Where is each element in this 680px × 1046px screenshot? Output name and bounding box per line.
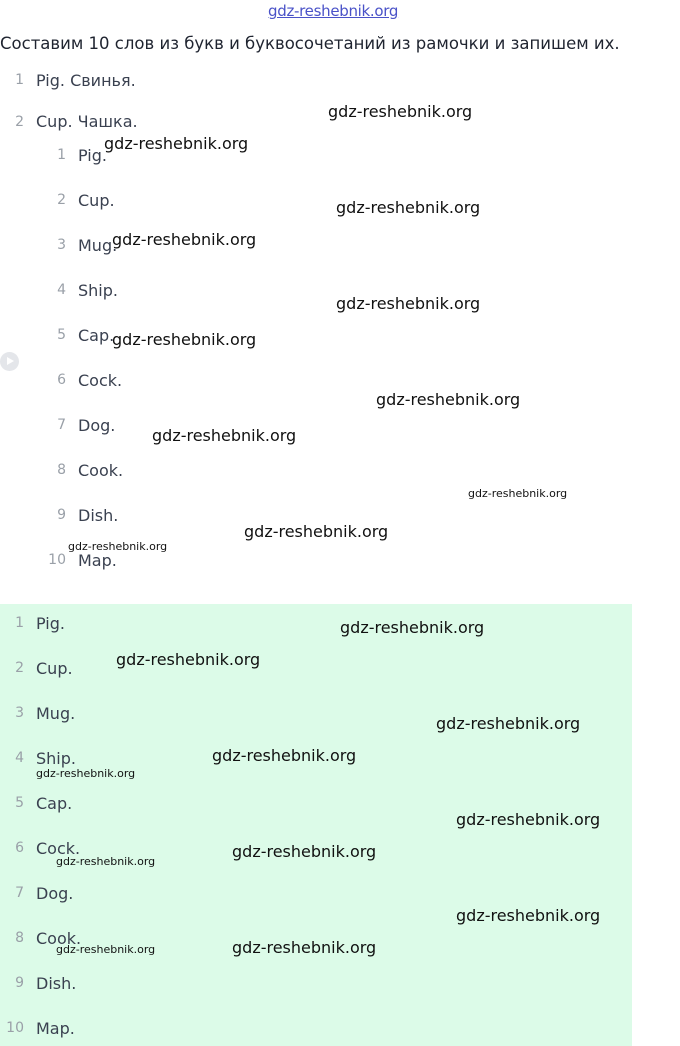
watermark: gdz-reshebnik.org <box>468 487 568 500</box>
watermark: gdz-reshebnik.org <box>36 767 136 780</box>
list-item-number: 1 <box>57 147 66 163</box>
watermark: gdz-reshebnik.org <box>336 198 481 217</box>
list-item <box>0 611 65 635</box>
watermark: gdz-reshebnik.org <box>376 390 521 409</box>
list-item <box>42 323 114 347</box>
list-item <box>0 791 72 815</box>
list-item <box>42 233 117 257</box>
preview-row <box>0 68 136 92</box>
list-item-number: 6 <box>15 840 24 856</box>
preview-row-word: Cup. Чашка. <box>36 112 138 131</box>
watermark: gdz-reshebnik.org <box>212 746 357 765</box>
list-item-word: Dish. <box>78 505 119 525</box>
list-item-word: Cap. <box>36 793 73 813</box>
list-item <box>42 503 118 527</box>
list-item-number: 1 <box>15 615 24 631</box>
list-item <box>0 971 76 995</box>
watermark: gdz-reshebnik.org <box>56 943 156 956</box>
watermark: gdz-reshebnik.org <box>456 810 601 829</box>
list-item <box>42 143 107 167</box>
list-item-number: 2 <box>57 192 66 208</box>
task-text: Составим 10 слов из букв и буквосочетаний из рамочки и запишем их. <box>0 34 620 53</box>
watermark: gdz-reshebnik.org <box>68 540 168 553</box>
list-item-number: 8 <box>57 462 66 478</box>
list-item <box>42 188 115 212</box>
watermark: gdz-reshebnik.org <box>436 714 581 733</box>
list-item-number: 9 <box>15 975 24 991</box>
list-item-number: 5 <box>15 795 24 811</box>
list-item-word: Cook. <box>36 928 82 948</box>
list-item-word: Ship. <box>78 280 118 300</box>
list-item-word: Cup. <box>36 658 73 678</box>
list-item-number: 4 <box>15 750 24 766</box>
list-item <box>0 1016 75 1040</box>
list-item-number: 5 <box>57 327 66 343</box>
list-item-word: Mug. <box>78 235 118 255</box>
list-item <box>42 413 115 437</box>
preview-row-word: Pig. Свинья. <box>36 70 136 90</box>
site-link[interactable]: gdz-reshebnik.org <box>268 2 399 20</box>
watermark: gdz-reshebnik.org <box>340 618 485 637</box>
list-item-word: Cup. <box>78 190 115 210</box>
watermark: gdz-reshebnik.org <box>56 855 156 868</box>
list-item-number: 4 <box>57 282 66 298</box>
watermark: gdz-reshebnik.org <box>152 426 297 445</box>
list-item-word: Dish. <box>36 973 77 993</box>
list-item <box>42 278 118 302</box>
watermark: gdz-reshebnik.org <box>244 522 389 541</box>
list-item-number: 6 <box>57 372 66 388</box>
watermark: gdz-reshebnik.org <box>112 230 257 249</box>
list-item <box>0 881 73 905</box>
watermark: gdz-reshebnik.org <box>336 294 481 313</box>
list-item-number: 7 <box>57 417 66 433</box>
list-item <box>42 368 122 392</box>
list-item-word: Dog. <box>78 415 116 435</box>
list-item-word: Mug. <box>36 703 76 723</box>
list-item-word: Ship. <box>36 748 76 768</box>
play-icon[interactable] <box>0 352 19 371</box>
list-item-number: 2 <box>15 660 24 676</box>
preview-row-partial <box>0 108 200 131</box>
list-item-number: 7 <box>15 885 24 901</box>
list-item-word: Dog. <box>36 883 74 903</box>
list-item-number: 3 <box>57 237 66 253</box>
list-item-number: 8 <box>15 930 24 946</box>
list-item-number: 10 <box>6 1020 24 1036</box>
preview-row-number: 1 <box>15 72 24 88</box>
watermark: gdz-reshebnik.org <box>232 842 377 861</box>
list-item <box>0 656 73 680</box>
list-item-number: 9 <box>57 507 66 523</box>
list-item-word: Cook. <box>78 460 124 480</box>
list-item-word: Cock. <box>36 838 81 858</box>
list-item-number: 10 <box>48 552 66 568</box>
list-item <box>42 458 123 482</box>
list-item-word: Map. <box>78 550 117 570</box>
preview-row-number: 2 <box>15 113 24 130</box>
watermark: gdz-reshebnik.org <box>456 906 601 925</box>
watermark: gdz-reshebnik.org <box>328 102 473 121</box>
list-item-word: Pig. <box>36 613 65 633</box>
list-item-word: Pig. <box>78 145 107 165</box>
list-item <box>0 701 75 725</box>
watermark: gdz-reshebnik.org <box>112 330 257 349</box>
list-item-word: Map. <box>36 1018 75 1038</box>
list-item-word: Cap. <box>78 325 115 345</box>
list-item-number: 3 <box>15 705 24 721</box>
watermark: gdz-reshebnik.org <box>232 938 377 957</box>
watermark: gdz-reshebnik.org <box>116 650 261 669</box>
watermark: gdz-reshebnik.org <box>104 134 249 153</box>
list-item-word: Cock. <box>78 370 123 390</box>
